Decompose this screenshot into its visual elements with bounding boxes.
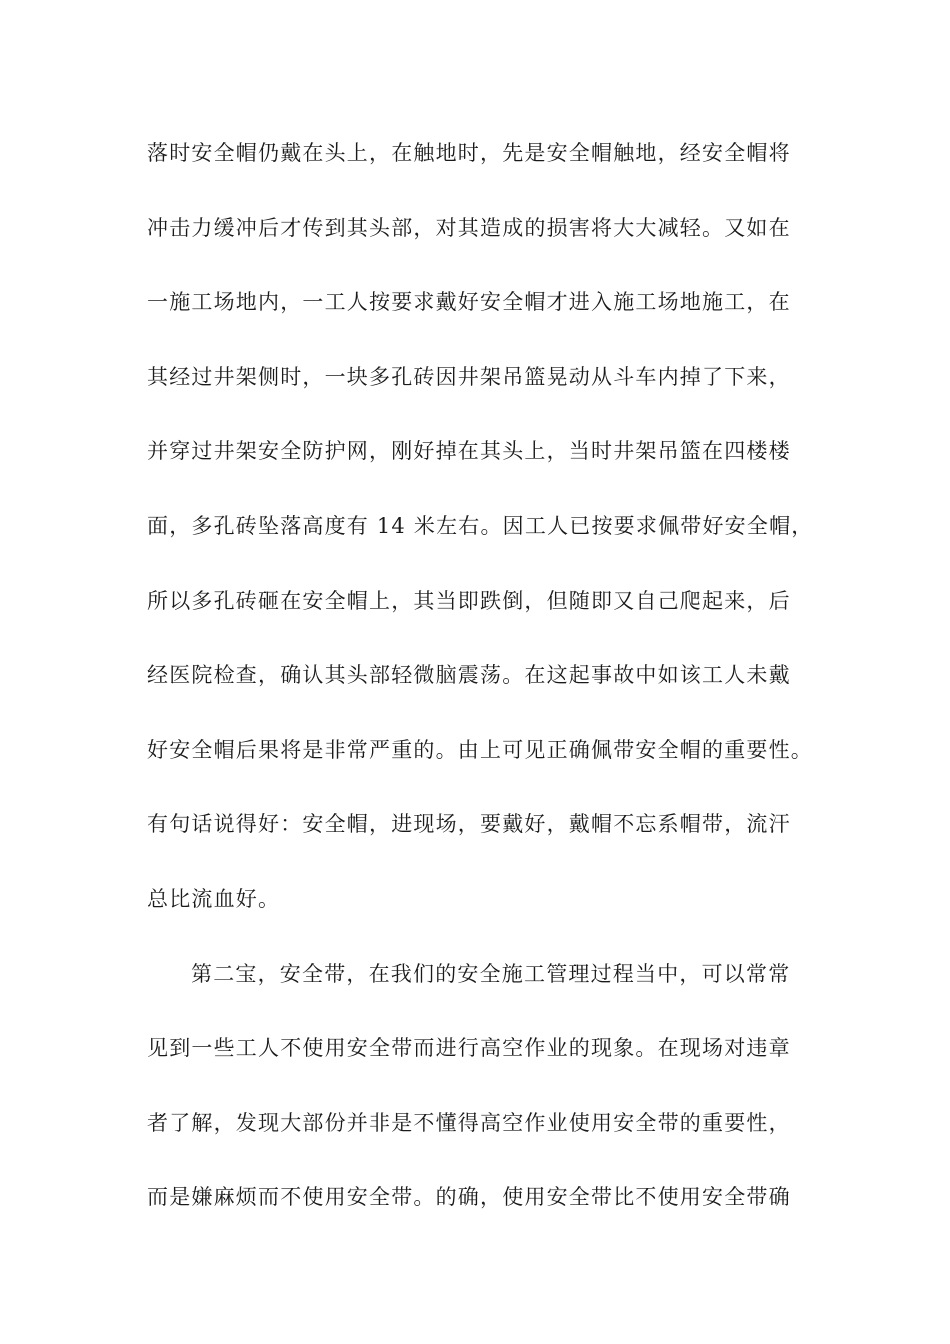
text-line: 冲击力缓冲后才传到其头部，对其造成的损害将大大减轻。又如在: [147, 215, 791, 240]
text-line: 见到一些工人不使用安全带而进行高空作业的现象。在现场对违章: [147, 1036, 791, 1061]
text-line: 者了解，发现大部份并非是不懂得高空作业使用安全带的重要性，: [147, 1110, 791, 1135]
text-line: 而是嫌麻烦而不使用安全带。的确，使用安全带比不使用安全带确: [147, 1185, 791, 1210]
text-line: 一施工场地内，一工人按要求戴好安全帽才进入施工场地施工，在: [147, 290, 791, 315]
text-line: 好安全帽后果将是非常严重的。由上可见正确佩带安全帽的重要性。: [147, 737, 813, 762]
text-line: 面，多孔砖坠落高度有 14 米左右。因工人已按要求佩带好安全帽，: [147, 513, 814, 538]
text-line: 所以多孔砖砸在安全帽上，其当即跌倒，但随即又自己爬起来，后: [147, 588, 791, 613]
text-line: 其经过井架侧时，一块多孔砖因井架吊篮晃动从斗车内掉了下来，: [147, 364, 791, 389]
text-line: 有句话说得好：安全帽，进现场，要戴好，戴帽不忘系帽带，流汗: [147, 812, 791, 837]
text-line: 落时安全帽仍戴在头上，在触地时，先是安全帽触地，经安全帽将: [147, 141, 791, 165]
text-line: 经医院检查，确认其头部轻微脑震荡。在这起事故中如该工人未戴: [147, 663, 791, 688]
paragraph-first-line: 第二宝，安全带，在我们的安全施工管理过程当中，可以常常: [191, 961, 791, 986]
text-line: 并穿过井架安全防护网，刚好掉在其头上，当时井架吊篮在四楼楼: [147, 439, 791, 464]
body-text: [147, 130, 827, 1249]
text-line: 总比流血好。: [147, 886, 281, 911]
